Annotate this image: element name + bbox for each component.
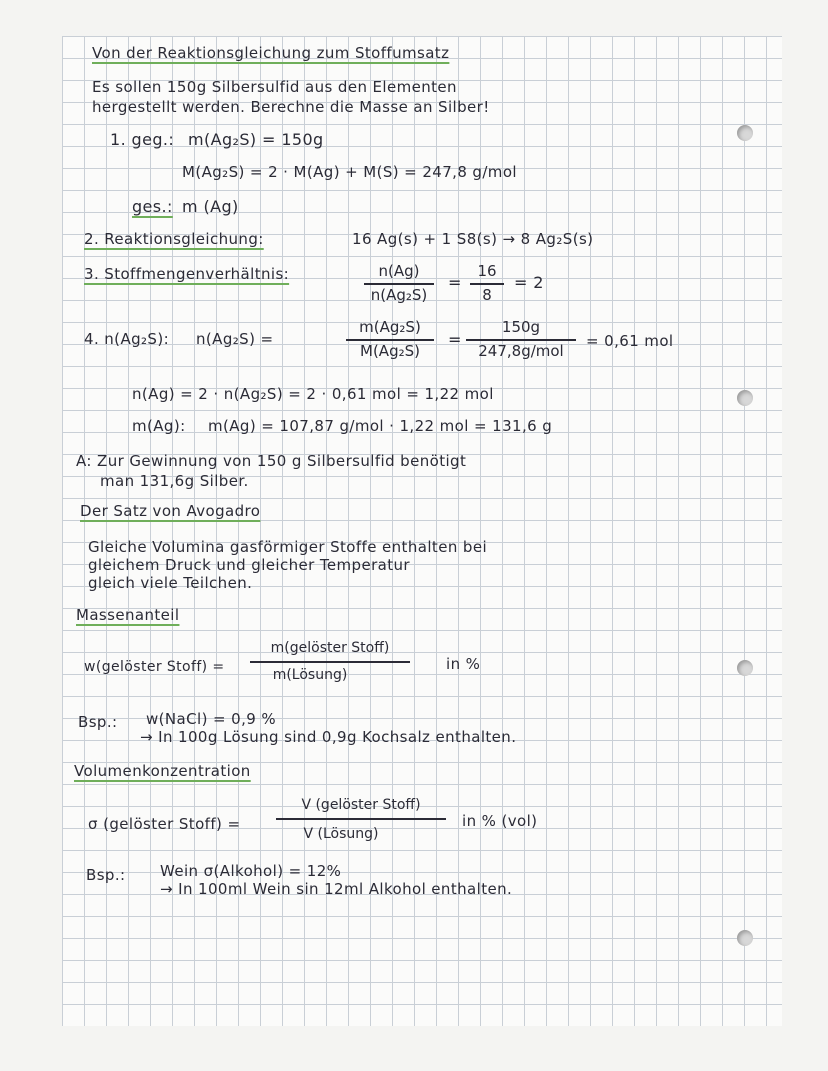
punch-hole	[737, 930, 753, 946]
m-ag-label: m(Ag):	[132, 417, 186, 435]
m-ag-line: m(Ag) = 107,87 g/mol · 1,22 mol = 131,6 g	[208, 417, 553, 435]
fraction-bar	[276, 818, 446, 820]
ratio-result: = 2	[514, 273, 544, 292]
massenanteil-bsp-label: Bsp.:	[78, 713, 118, 731]
punch-hole	[737, 390, 753, 406]
volumen-heading: Volumenkonzentration	[74, 762, 251, 780]
massenanteil-denominator: m(Lösung)	[272, 667, 348, 683]
step2-label: 2. Reaktionsgleichung:	[84, 230, 264, 248]
answer-line-2: man 131,6g Silber.	[100, 472, 249, 490]
massenanteil-numerator: m(gelöster Stoff)	[270, 640, 390, 656]
moles-numerator: m(Ag₂S)	[359, 318, 421, 336]
punch-hole	[737, 660, 753, 676]
punch-hole	[737, 125, 753, 141]
ratio-numerator: n(Ag)	[378, 262, 420, 280]
n-ag-line: n(Ag) = 2 · n(Ag₂S) = 2 · 0,61 mol = 1,22 mol	[132, 385, 494, 403]
massenanteil-heading: Massenanteil	[76, 606, 180, 624]
massenanteil-bsp-1: w(NaCl) = 0,9 %	[146, 710, 277, 728]
volumen-lhs: σ (gelöster Stoff) =	[88, 815, 241, 833]
moles-denominator: M(Ag₂S)	[360, 342, 420, 360]
ratio-denominator: n(Ag₂S)	[370, 286, 428, 304]
avogadro-line-1: Gleiche Volumina gasförmiger Stoffe enthalten bei	[88, 538, 488, 556]
moles-result: = 0,61 mol	[586, 332, 674, 350]
moles-equals: =	[448, 330, 462, 349]
massenanteil-bsp-2: → In 100g Lösung sind 0,9g Kochsalz enthalten.	[140, 728, 517, 746]
volumen-bsp-1: Wein σ(Alkohol) = 12%	[160, 862, 342, 880]
volumen-bsp-label: Bsp.:	[86, 866, 126, 884]
avogadro-line-2: gleichem Druck und gleicher Temperatur	[88, 556, 410, 574]
massenanteil-unit: in %	[446, 655, 481, 673]
avogadro-heading: Der Satz von Avogadro	[80, 502, 261, 520]
page-title: Von der Reaktionsgleichung zum Stoffumsatz	[92, 44, 450, 62]
fraction-bar	[346, 339, 434, 341]
ratio-numerator-2: 16	[477, 262, 497, 280]
intro-line-1: Es sollen 150g Silbersulfid aus den Elementen	[92, 78, 457, 96]
step4-label: 4. n(Ag₂S):	[84, 330, 170, 348]
massenanteil-lhs: w(gelöster Stoff) =	[84, 659, 225, 675]
volumen-unit: in % (vol)	[462, 812, 538, 830]
fraction-bar	[466, 339, 576, 341]
fraction-bar	[364, 283, 434, 285]
intro-line-2: hergestellt werden. Berechne die Masse an Silber!	[92, 98, 490, 116]
answer-line-1: A: Zur Gewinnung von 150 g Silbersulfid benötigt	[76, 452, 467, 470]
ratio-denominator-2: 8	[482, 286, 492, 304]
avogadro-line-3: gleich viele Teilchen.	[88, 574, 253, 592]
step1-label: 1. geg.:	[110, 130, 175, 149]
moles-numerator-2: 150g	[501, 318, 541, 336]
given-mass: m(Ag₂S) = 150g	[188, 130, 324, 149]
ges-label: ges.:	[132, 197, 173, 216]
volumen-numerator: V (gelöster Stoff)	[301, 797, 421, 813]
moles-denominator-2: 247,8g/mol	[478, 342, 564, 360]
step4-lhs: n(Ag₂S) =	[196, 330, 274, 348]
step3-label: 3. Stoffmengenverhältnis:	[84, 265, 290, 283]
volumen-bsp-2: → In 100ml Wein sin 12ml Alkohol enthalten.	[160, 880, 513, 898]
ratio-equals: =	[448, 273, 462, 292]
molar-mass: M(Ag₂S) = 2 · M(Ag) + M(S) = 247,8 g/mol	[182, 163, 517, 181]
reaction-equation: 16 Ag(s) + 1 S8(s) → 8 Ag₂S(s)	[352, 230, 594, 248]
fraction-bar	[470, 283, 504, 285]
ges-value: m (Ag)	[182, 197, 239, 216]
fraction-bar	[250, 661, 410, 663]
volumen-denominator: V (Lösung)	[303, 826, 379, 842]
